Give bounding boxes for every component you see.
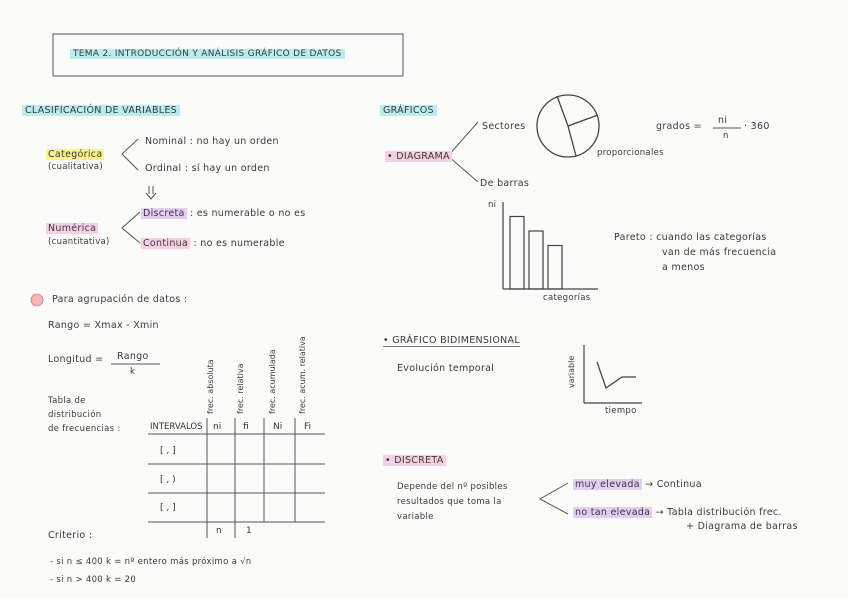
grados-label: grados = — [656, 121, 702, 132]
header-Fi: Fi — [304, 422, 312, 432]
evolucion-label: Evolución temporal — [397, 363, 495, 374]
arrow-down-icon — [146, 186, 156, 199]
bar-chart — [510, 217, 562, 290]
continua-row: Continua : no es numerable — [143, 238, 285, 249]
page-title: TEMA 2. INTRODUCCIÓN Y ANÁLISIS GRÁFICO DE DATOS — [70, 49, 345, 59]
table-row-interval-2: [ , ) — [160, 475, 176, 485]
depende-line-2: resultados que toma la — [397, 497, 502, 507]
criterio-label: Criterio : — [48, 530, 93, 541]
bullet-icon — [31, 294, 43, 306]
longitud-numerator: Rango — [117, 351, 149, 362]
col-label-frec-absoluta: frec. absoluta — [206, 359, 215, 414]
line-chart-axes — [584, 345, 642, 403]
bar-xlabel: categorías — [543, 293, 591, 303]
tabla-label-2: distribución — [48, 410, 102, 420]
col-label-frec-acum-relativa: frec. acum. relativa — [298, 336, 307, 414]
depende-line-1: Depende del nº posibles — [397, 482, 508, 492]
muy-elevada-row: muy elevada → Continua — [575, 479, 702, 490]
bar-B — [529, 231, 543, 289]
discreta-heading: • DISCRETA — [385, 455, 444, 466]
grados-denominator: n — [723, 131, 729, 141]
grados-mult: · 360 — [744, 121, 770, 132]
total-n: n — [216, 526, 222, 536]
nominal-text: Nominal : no hay un orden — [145, 136, 279, 147]
header-Ni: Ni — [273, 422, 283, 432]
header-ni: ni — [213, 422, 222, 432]
cuantitativa-label: (cuantitativa) — [48, 237, 110, 247]
grados-numerator: ni — [718, 115, 728, 126]
bidimensional-heading: • GRÁFICO BIDIMENSIONAL — [383, 335, 520, 346]
line-chart-xlabel: tiempo — [605, 406, 637, 416]
longitud-label: Longitud = — [48, 354, 104, 365]
brace-diagrama — [448, 122, 478, 182]
bar-C — [548, 246, 562, 290]
brace-categorica — [122, 139, 138, 170]
agrupacion-heading: Para agrupación de datos : — [52, 294, 188, 305]
ordinal-text: Ordinal : sí hay un orden — [145, 163, 270, 174]
bar-ylabel: ni — [488, 200, 497, 210]
pie-chart-icon — [537, 95, 599, 157]
line-chart-ylabel: variable — [567, 355, 576, 388]
clasificacion-heading: CLASIFICACIÓN DE VARIABLES — [22, 105, 180, 116]
table-row-interval-3: [ , ] — [160, 503, 176, 513]
diagrama-label: • DIAGRAMA — [387, 151, 450, 162]
col-label-frec-acumulada: frec. acumulada — [268, 349, 277, 414]
bar-A — [510, 217, 524, 290]
discreta-row: Discreta : es numerable o no es — [143, 208, 306, 219]
proporcionales-label: proporcionales — [597, 148, 664, 158]
criterio-2: - si n > 400 k = 20 — [50, 575, 137, 585]
brace-numerica — [122, 212, 140, 243]
total-fi: 1 — [246, 526, 252, 536]
rango-formula: Rango = Xmax - Xmin — [48, 320, 159, 331]
pareto-line-1: Pareto : cuando las categorías — [614, 232, 767, 243]
categorica-label: Categórica — [48, 149, 103, 160]
cualitativa-label: (cualitativa) — [48, 162, 103, 172]
graficos-heading: GRÁFICOS — [380, 105, 437, 116]
criterio-1: - si n ≤ 400 k = nº entero más próximo a √n — [50, 557, 252, 567]
header-fi: fi — [243, 422, 249, 432]
diagrama-barras-text: + Diagrama de barras — [686, 521, 798, 532]
col-label-frec-relativa: frec. relativa — [236, 363, 245, 414]
numerica-label: Numérica — [48, 223, 97, 234]
depende-line-3: variable — [397, 512, 434, 522]
pareto-line-2: van de más frecuencia — [662, 247, 777, 258]
line-chart-series — [597, 362, 636, 388]
table-row-interval-1: [ , ] — [160, 446, 176, 456]
longitud-denominator: k — [130, 367, 136, 377]
tabla-label-1: Tabla de — [48, 396, 86, 406]
no-tan-elevada-row: no tan elevada → Tabla distribución frec. — [575, 507, 782, 518]
header-intervalos: INTERVALOS — [150, 422, 203, 432]
pareto-line-3: a menos — [662, 262, 705, 273]
sectores-label: Sectores — [482, 121, 526, 132]
brace-discreta — [540, 483, 568, 514]
tabla-label-3: de frecuencias : — [48, 424, 121, 434]
barras-label: De barras — [480, 178, 530, 189]
